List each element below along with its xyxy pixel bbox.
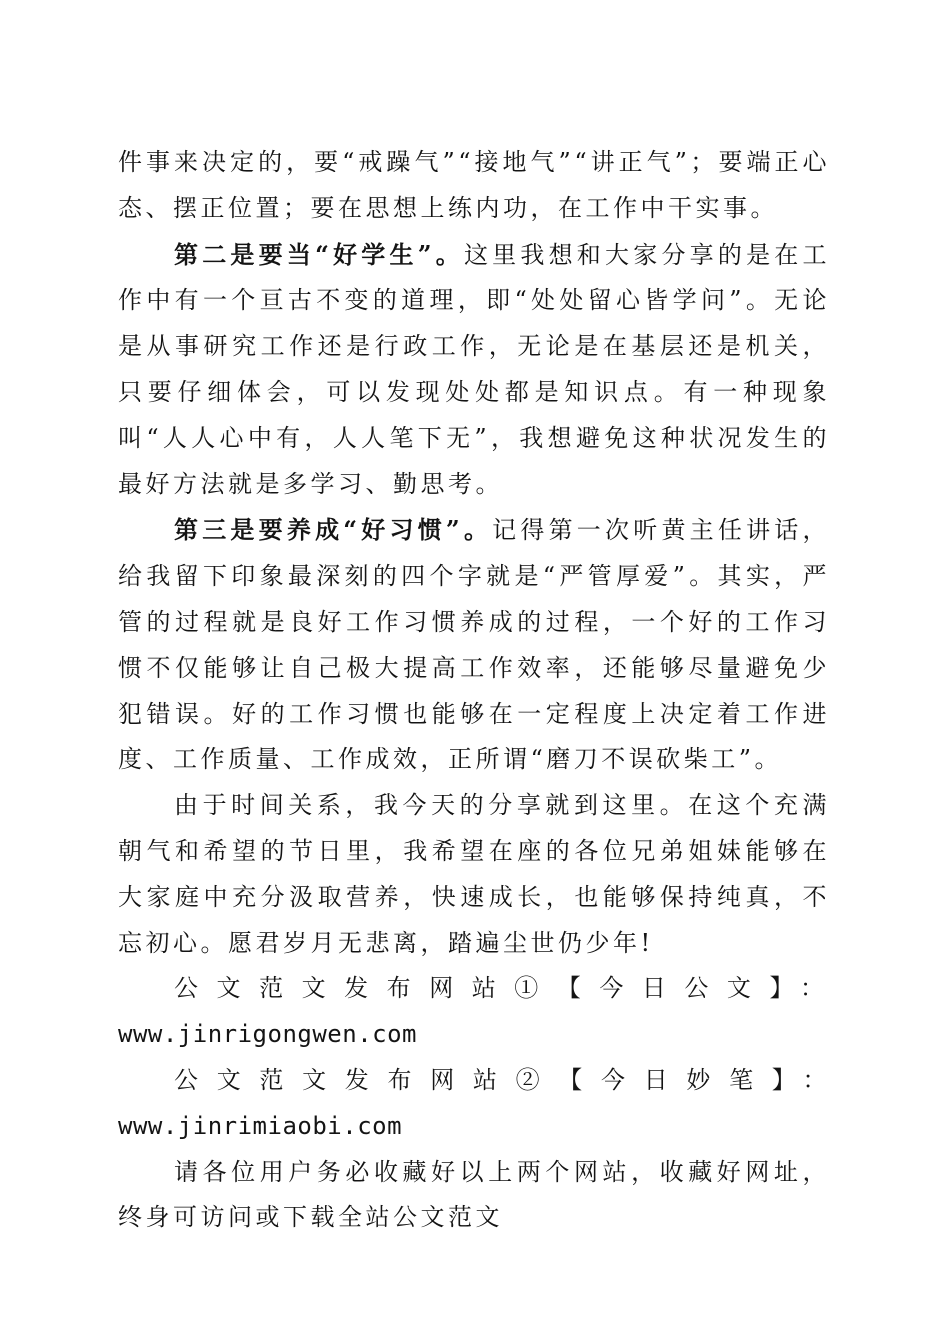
- bookmark-notice: 请各位用户务必收藏好以上两个网站，收藏好网址，终身可访问或下载全站公文范文: [118, 1157, 830, 1232]
- paragraph-third-point: [118, 507, 830, 783]
- third-point-heading: 第三是要养成“好习惯”。: [174, 515, 493, 545]
- site-two-url[interactable]: www.jinrimiaobi.com: [118, 1111, 403, 1140]
- paragraph-second-point: [118, 232, 830, 508]
- document-page: [118, 140, 830, 1241]
- site-one-url[interactable]: www.jinrigongwen.com: [118, 1020, 417, 1049]
- paragraph-continuation: 件事来决定的，要“戒躁气”“接地气”“讲正气”；要端正心态、摆正位置；要在思想上练内功，在工作中干实事。: [118, 148, 830, 222]
- third-point-body: 记得第一次听黄主任讲话，给我留下印象最深刻的四个字就是“严管厚爱”。其实，严管的过程就是良好工作习惯养成的过程，一个好的工作习惯不仅能够让自己极大提高工作效率，还能够尽量避免少犯错误。好的工作习惯也能够在一定程度上决定着工作进度、工作质量、工作成效，正所谓“磨刀不误砍柴工”。: [118, 516, 831, 774]
- second-point-heading: 第二是要当“好学生”。: [174, 239, 464, 269]
- site-one-label: 公文范文发布网站①【今日公文】：: [174, 974, 830, 1003]
- site-two-label: 公文范文发布网站②【今日妙笔】：: [174, 1065, 830, 1094]
- site-two-line: [118, 1058, 830, 1150]
- second-point-body: 这里我想和大家分享的是在工作中有一个亘古不变的道理，即“处处留心皆学问”。无论是从事研究工作还是行政工作，无论是在基层还是机关，只要仔细体会，可以发现处处都是知识点。有一种现象叫“人人心中有，人人笔下无”，我想避免这种状况发生的最好方法就是多学习、勤思考。: [118, 240, 831, 498]
- paragraph-closing: 由于时间关系，我今天的分享就到这里。在这个充满朝气和希望的节日里，我希望在座的各位兄弟姐妹能够在大家庭中充分汲取营养，快速成长，也能够保持纯真，不忘初心。愿君岁月无悲离，踏遍尘世仍少年!: [118, 791, 830, 957]
